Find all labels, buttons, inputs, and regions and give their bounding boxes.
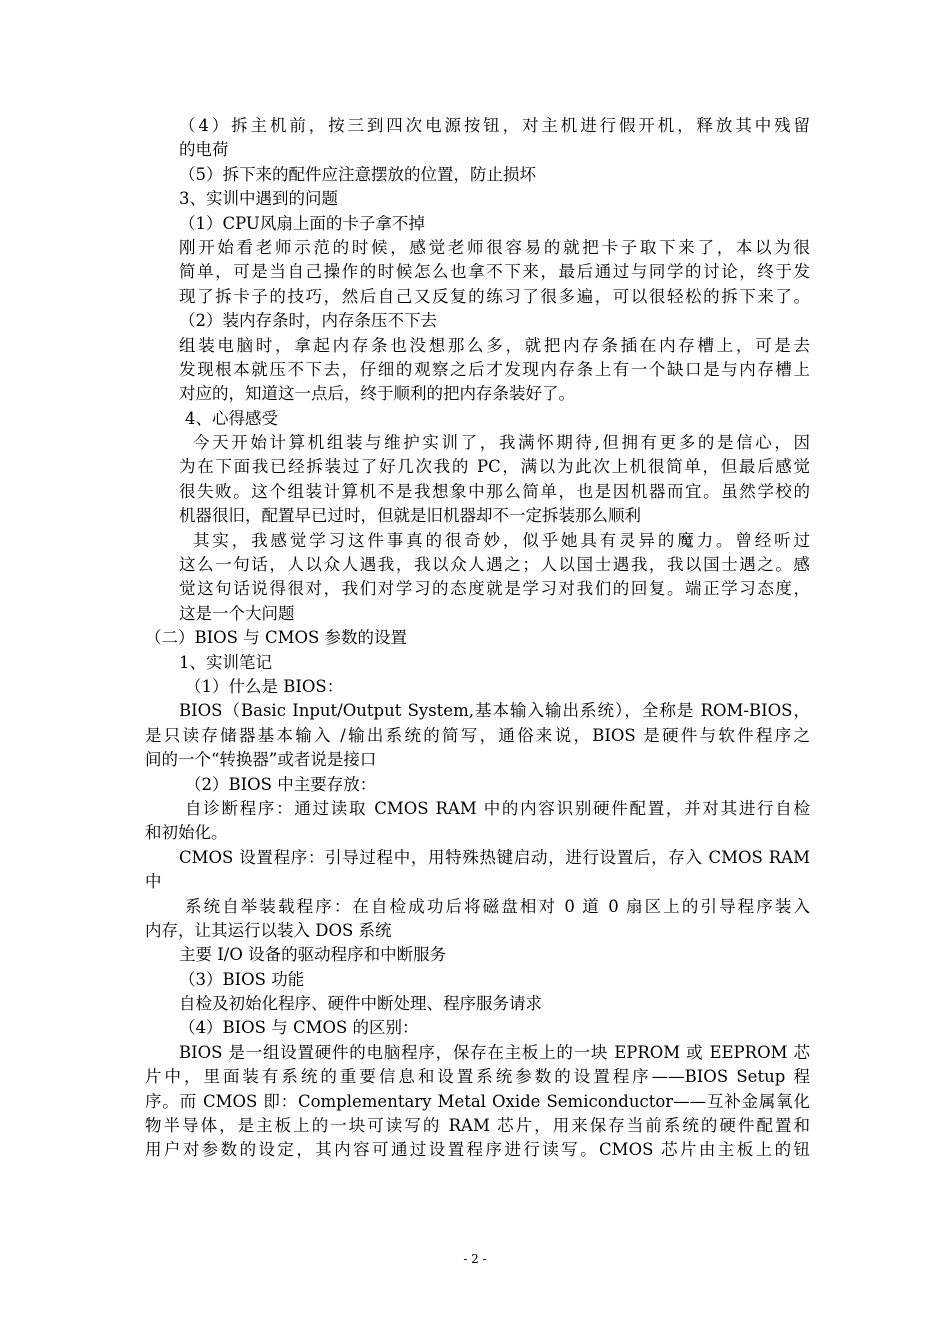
text-line: 系统自举装载程序：在自检成功后将磁盘相对 0 道 0 扇区上的引导程序装入 bbox=[185, 896, 810, 916]
text-line: BIOS 是一组设置硬件的电脑程序，保存在主板上的一块 EPROM 或 EEPROM 芯 bbox=[179, 1042, 810, 1062]
text-line: 中 bbox=[145, 872, 162, 892]
text-line: 是只读存储器基本输入 /输出系统的简写，通俗来说，BIOS 是硬件与软件程序之 bbox=[145, 725, 810, 745]
text-line: CMOS 设置程序：引导过程中，用特殊热键启动，进行设置后，存入 CMOS RAM bbox=[179, 847, 810, 867]
text-line: 3、实训中遇到的问题 bbox=[179, 189, 338, 209]
text-line: 这是一个大问题 bbox=[179, 603, 295, 623]
text-line: 组装电脑时，拿起内存条也没想那么多，就把内存条插在内存槽上，可是去 bbox=[179, 335, 810, 355]
text-line: 4、心得感受 bbox=[185, 408, 278, 428]
text-line: 1、实训笔记 bbox=[179, 652, 272, 672]
text-line: （3）BIOS 功能 bbox=[179, 969, 305, 989]
text-line: 序。而 CMOS 即：Complementary Metal Oxide Semiconductor——互补金属氧化 bbox=[145, 1091, 810, 1111]
text-line: 刚开始看老师示范的时候，感觉老师很容易的就把卡子取下来了，本以为很 bbox=[179, 237, 810, 257]
text-line: （2）装内存条时，内存条压不下去 bbox=[179, 311, 437, 331]
text-line: （5）拆下来的配件应注意摆放的位置，防止损坏 bbox=[179, 164, 536, 184]
text-line: 的电荷 bbox=[179, 140, 229, 160]
text-line: 发现根本就压不下去，仔细的观察之后才发现内存条上有一个缺口是与内存槽上 bbox=[179, 359, 810, 379]
text-line: 主要 I/O 设备的驱动程序和中断服务 bbox=[179, 945, 447, 965]
text-line: （1）什么是 BIOS： bbox=[185, 676, 344, 696]
text-line: 和初始化。 bbox=[145, 823, 228, 843]
text-line: （二）BIOS 与 CMOS 参数的设置 bbox=[145, 628, 408, 648]
text-line: 片中，里面装有系统的重要信息和设置系统参数的设置程序——BIOS Setup 程 bbox=[145, 1067, 810, 1087]
text-line: 机器很旧，配置早已过时，但就是旧机器却不一定拆装那么顺利 bbox=[179, 506, 641, 526]
document-body bbox=[145, 114, 810, 1163]
text-line: （2）BIOS 中主要存放： bbox=[185, 774, 377, 794]
text-line: 自诊断程序：通过读取 CMOS RAM 中的内容识别硬件配置，并对其进行自检 bbox=[185, 798, 810, 818]
text-line: 简单，可是当自己操作的时候怎么也拿不下来，最后通过与同学的讨论，终于发 bbox=[179, 262, 810, 282]
text-line: 对应的，知道这一点后，终于顺利的把内存条装好了。 bbox=[179, 384, 575, 404]
text-line: 自检及初始化程序、硬件中断处理、程序服务请求 bbox=[179, 994, 542, 1014]
text-line: （4）拆主机前，按三到四次电源按钮，对主机进行假开机，释放其中残留 bbox=[179, 116, 810, 135]
text-line: 用户对参数的设定，其内容可通过设置程序进行读写。CMOS 芯片由主板上的钮 bbox=[145, 1140, 810, 1160]
text-line: 觉这句话说得很对，我们对学习的态度就是学习对我们的回复。端正学习态度， bbox=[179, 579, 810, 599]
text-line: 物半导体，是主板上的一块可读写的 RAM 芯片，用来保存当前系统的硬件配置和 bbox=[145, 1116, 810, 1136]
text-line: 很失败。这个组装计算机不是我想象中那么简单，也是因机器而宜。虽然学校的 bbox=[179, 481, 810, 501]
text-line: 为在下面我已经拆装过了好几次我的 PC，满以为此次上机很简单，但最后感觉 bbox=[179, 457, 810, 477]
page-number: - 2 - bbox=[463, 1252, 487, 1266]
text-line: 内存，让其运行以装入 DOS 系统 bbox=[145, 920, 392, 940]
text-line: BIOS（Basic Input/Output System,基本输入输出系统），全称是 ROM-BIOS， bbox=[179, 701, 810, 721]
text-line: 现了拆卡子的技巧，然后自己又反复的练习了很多遍，可以很轻松的拆下来了。 bbox=[179, 286, 810, 306]
text-line: 间的一个“转换器”或者说是接口 bbox=[145, 750, 377, 770]
text-line: 今天开始计算机组装与维护实训了，我满怀期待,但拥有更多的是信心，因 bbox=[193, 433, 810, 453]
text-line: （1）CPU风扇上面的卡子拿不掉 bbox=[179, 213, 425, 233]
text-line: （4）BIOS 与 CMOS 的区别： bbox=[179, 1018, 419, 1038]
text-line: 这么一句话，人以众人遇我，我以众人遇之；人以国士遇我，我以国士遇之。感 bbox=[179, 555, 810, 575]
text-line: 其实，我感觉学习这件事真的很奇妙，似乎她具有灵异的魔力。曾经听过 bbox=[193, 530, 810, 550]
